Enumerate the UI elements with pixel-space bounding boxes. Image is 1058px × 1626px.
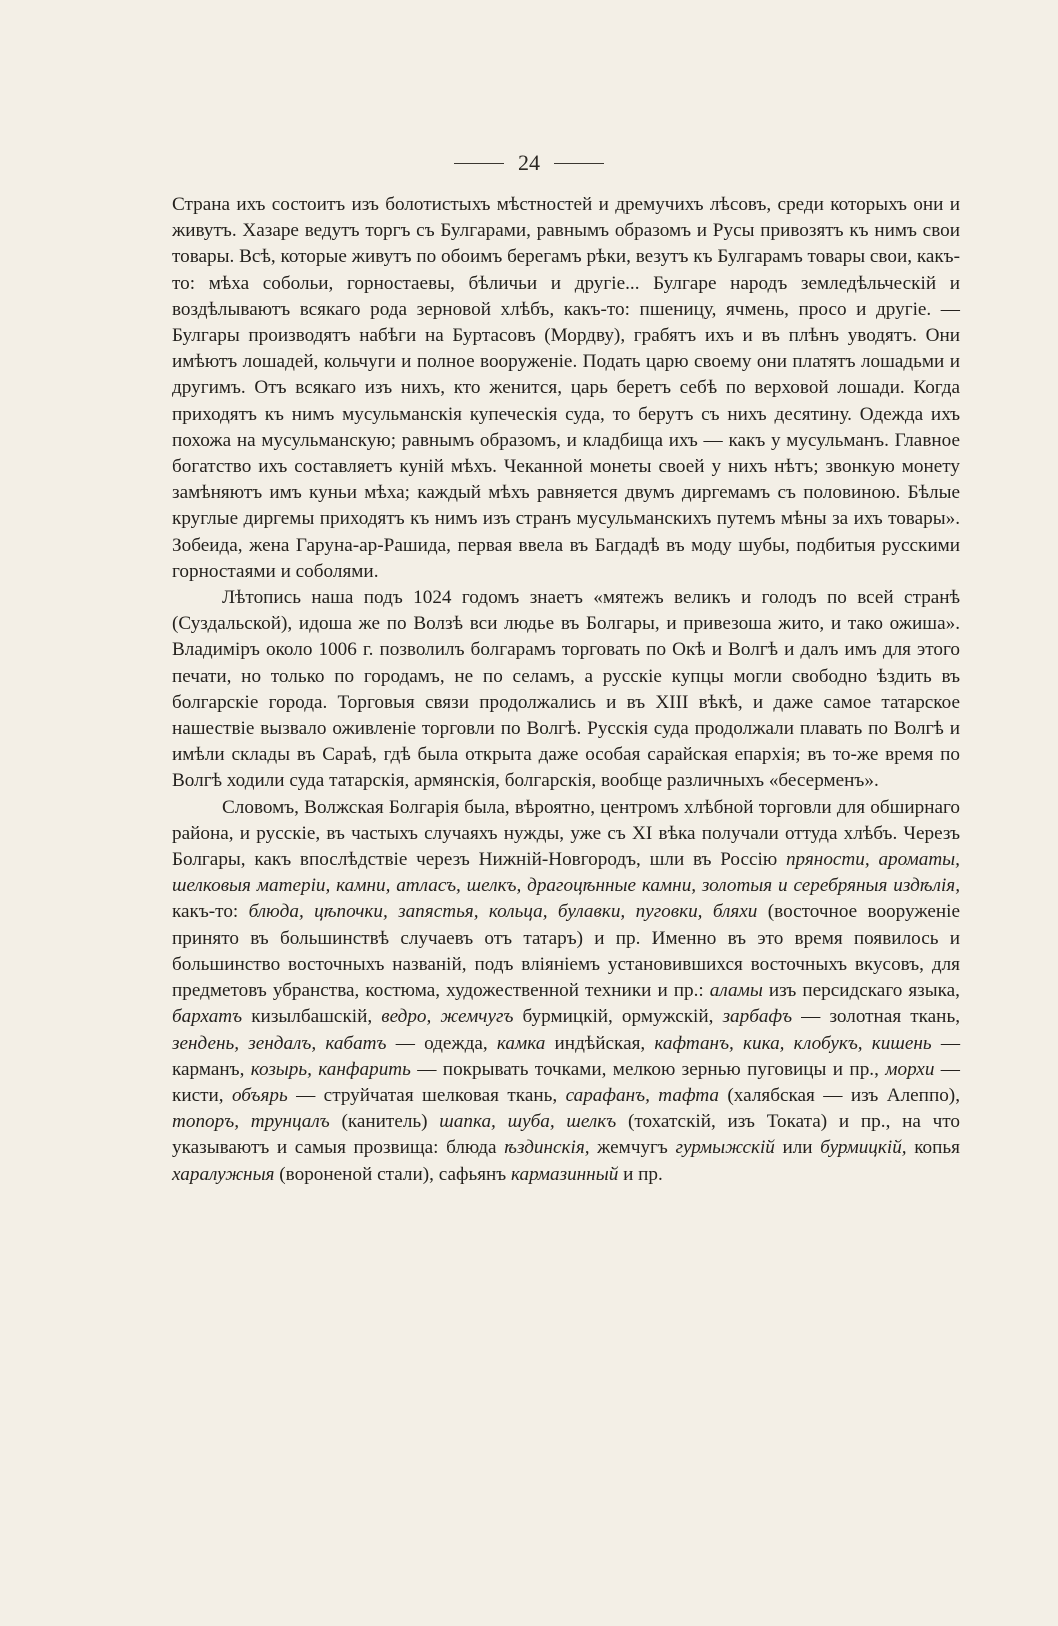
page-header bbox=[0, 150, 1058, 176]
italic-term: кафтанъ, кика, клобукъ, кишень bbox=[654, 1032, 932, 1054]
text-run: (канитель) bbox=[329, 1111, 440, 1133]
text-run: какъ-то: bbox=[172, 901, 249, 923]
text-run: — карманъ, bbox=[172, 1032, 960, 1080]
header-rule-left bbox=[454, 163, 504, 164]
text-run: — одежда, bbox=[386, 1032, 497, 1054]
text-run: — струйчатая шелковая ткань, bbox=[287, 1084, 566, 1106]
italic-term: кармазинный bbox=[511, 1163, 619, 1185]
text-run: индѣйская, bbox=[545, 1032, 655, 1054]
text-run: (халябская — изъ Алеппо), bbox=[719, 1084, 960, 1106]
italic-term: козырь, канфарить bbox=[250, 1058, 411, 1080]
text-run: Страна ихъ состоитъ изъ болотистыхъ мѣстностей и дремучихъ лѣсовъ, среди которыхъ они и живутъ. Хазаре ведутъ торгъ съ Булгарами, равнымъ образомъ и Русы привозятъ къ нимъ свои товары. Всѣ, которые живутъ по обоимъ берегамъ рѣки, везутъ къ Булгарамъ товары свои, какъ-то: мѣха собольи, горностаевы, бѣличьи и другіе... Булгаре народъ земледѣльческій и воздѣлываютъ всякаго рода зерновой хлѣбъ, какъ-то: пшеницу, ячмень, просо и другіе. — Булгары производятъ набѣги на Буртасовъ (Мордву), грабятъ ихъ и въ плѣнъ уводятъ. Они имѣютъ лошадей, кольчуги и полное вооруженіе. Подать царю своему они платятъ лошадьми и другимъ. Отъ всякаго изъ нихъ, кто женится, царь беретъ себѣ по верховой лошади. Когда приходятъ къ нимъ мусульманскія купеческія суда, то берутъ съ нихъ десятину. Одежда ихъ похожа на мусульманскую; равнымъ образомъ, и кладбища ихъ — какъ у мусульманъ. Главное богатство ихъ составляетъ куній мѣхъ. Чеканной монеты своей у нихъ нѣтъ; звонкую монету замѣняютъ имъ куньи мѣха; каждый мѣхъ равняется двумъ диргемамъ съ половиною. Бѣлые круглые диргемы приходятъ къ нимъ изъ странъ мусульманскихъ путемъ мѣны за ихъ товары». Зобеида, жена Гаруна-ар-Рашида, первая ввела въ Багдадѣ въ моду шубы, подбитыя русскими горностаями и соболями. bbox=[172, 194, 960, 582]
italic-term: морхи bbox=[885, 1058, 935, 1080]
text-run: кизылбашскій, bbox=[242, 1006, 382, 1028]
italic-term: ведро, жемчугъ bbox=[381, 1006, 514, 1028]
italic-term: аламы bbox=[709, 980, 763, 1002]
paragraph-2 bbox=[172, 585, 960, 795]
italic-term: бурмицкій, bbox=[820, 1137, 907, 1159]
italic-term: харалужныя bbox=[172, 1163, 275, 1185]
italic-term: пряности, ароматы, шелковыя матеріи, камни, атласъ, шелкъ, драгоцѣнные камни, золотыя и серебряныя издѣлія, bbox=[172, 849, 960, 897]
text-run: — кисти, bbox=[172, 1058, 960, 1106]
text-run: бурмицкій, ормужскій, bbox=[513, 1006, 723, 1028]
text-run: (восточное вооруженіе принято въ большинствѣ случаевъ отъ татаръ) и пр. Именно въ это время появилось и большинство восточныхъ названій, подъ вліяніемъ установившихся восточныхъ вкусовъ, для предметовъ убранства, костюма, художественной техники и пр.: bbox=[172, 901, 960, 1002]
italic-term: зендень, зендалъ, кабатъ bbox=[172, 1032, 387, 1054]
italic-term: сарафанъ, тафта bbox=[565, 1084, 720, 1106]
body-text bbox=[172, 192, 960, 1188]
italic-term: гурмыжскій bbox=[675, 1137, 775, 1159]
text-run: изъ персидскаго языка, bbox=[762, 980, 960, 1002]
text-run: (вороненой стали), сафьянъ bbox=[274, 1163, 512, 1185]
paragraph-3 bbox=[172, 795, 960, 1188]
paragraph-1 bbox=[172, 192, 960, 585]
text-run: Словомъ, Волжская Болгарія была, вѣроятно, центромъ хлѣбной торговли для обширнаго района, и русскіе, въ частыхъ случаяхъ нужды, уже съ XI вѣка получали оттуда хлѣбъ. Черезъ Болгары, какъ впослѣдствіе черезъ Нижній-Новгородъ, шли въ Россію bbox=[172, 796, 960, 871]
text-run: жемчугъ bbox=[589, 1137, 676, 1159]
text-run: — золотная ткань, bbox=[792, 1006, 960, 1028]
header-rule-right bbox=[554, 163, 604, 164]
italic-term: камка bbox=[496, 1032, 546, 1054]
text-run: или bbox=[774, 1137, 821, 1159]
italic-term: топоръ, трунцалъ bbox=[172, 1111, 330, 1133]
italic-term: шапка, шуба, шелкъ bbox=[439, 1111, 617, 1133]
text-run: Лѣтопись наша подъ 1024 годомъ знаетъ «мятежъ великъ и голодъ по всей странѣ (Суздальской), идоша же по Волзѣ вси людье въ Болгары, и привезоша жито, и тако ожиша». Владиміръ около 1006 г. позволилъ болгарамъ торговать по Окѣ и Волгѣ и далъ имъ для этого печати, но только по городамъ, не по селамъ, а русскіе купцы могли свободно ѣздить въ болгарскіе города. Торговыя связи продолжались и въ XIII вѣкѣ, и даже самое татарское нашествіе вызвало оживленіе торговли по Волгѣ. Русскія суда продолжали плавать по Волгѣ и имѣли склады въ Сараѣ, гдѣ была открыта даже особая сарайская епархія; въ то-же время по Волгѣ ходили суда татарскія, армянскія, болгарскія, вообще различныхъ «бесерменъ». bbox=[172, 587, 960, 792]
italic-term: блюда, цѣпочки, запястья, кольца, булавки, пуговки, бляхи bbox=[248, 901, 758, 923]
text-run: и пр. bbox=[618, 1163, 663, 1185]
italic-term: бархатъ bbox=[172, 1006, 243, 1028]
text-run: (тохатскій, изъ Токата) и пр., на что указываютъ и самыя прозвища: блюда bbox=[172, 1111, 961, 1159]
italic-term: ѣздинскія, bbox=[504, 1137, 590, 1159]
text-run: — покрывать точками, мелкою зернью пуговицы и пр., bbox=[410, 1058, 886, 1080]
italic-term: объярь bbox=[231, 1084, 288, 1106]
text-run: копья bbox=[906, 1137, 960, 1159]
page-number: 24 bbox=[518, 150, 540, 175]
italic-term: зарбафъ bbox=[722, 1006, 793, 1028]
